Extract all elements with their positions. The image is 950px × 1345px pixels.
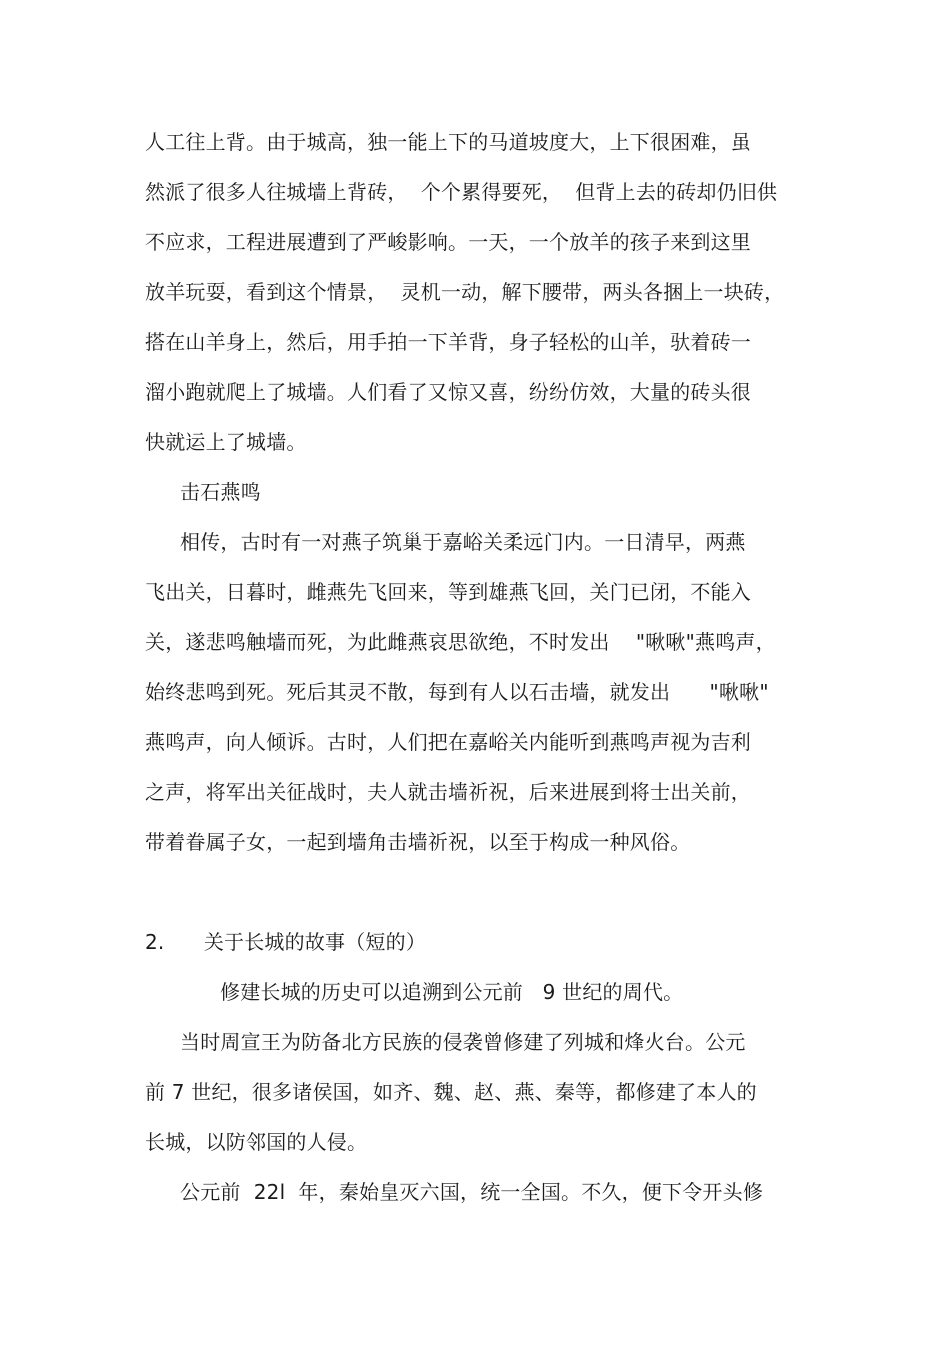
body-text-line: 当时周宣王为防备北方民族的侵袭曾修建了列城和烽火台。公元 <box>180 1030 746 1054</box>
body-text-line: 长城，以防邻国的人侵。 <box>145 1130 368 1154</box>
body-text-line: 快就运上了城墙。 <box>145 430 307 454</box>
body-text-line: 人工往上背。由于城高，独一能上下的马道坡度大，上下很困难，虽 <box>145 130 751 154</box>
body-text-line: 之声，将军出关征战时，夫人就击墙祈祝，后来进展到将士出关前， <box>145 780 751 804</box>
body-text-line: 修建长城的历史可以追溯到公元前 9 世纪的周代。 <box>220 980 684 1004</box>
body-text-line: 燕鸣声，向人倾诉。古时，人们把在嘉峪关内能听到燕鸣声视为吉利 <box>145 730 751 754</box>
section-heading: 击石燕鸣 <box>180 480 261 504</box>
body-text-line: 相传，古时有一对燕子筑巢于嘉峪关柔远门内。一日清早，两燕 <box>180 530 746 554</box>
numbered-heading: 2. 关于长城的故事（短的） <box>145 930 427 954</box>
body-text-line: 不应求，工程进展遭到了严峻影响。一天，一个放羊的孩子来到这里 <box>145 230 751 254</box>
body-text-line: 带着眷属子女，一起到墙角击墙祈祝，以至于构成一种风俗。 <box>145 830 691 854</box>
body-text-line: 搭在山羊身上，然后，用手拍一下羊背，身子轻松的山羊，驮着砖一 <box>145 330 751 354</box>
body-text-line: 放羊玩耍，看到这个情景， 灵机一动，解下腰带，两头各捆上一块砖， <box>145 280 785 304</box>
body-text-line: 公元前 22l 年，秦始皇灭六国，统一全国。不久，便下令开头修 <box>180 1180 764 1204</box>
body-text-line: 关，遂悲鸣触墙而死，为此雌燕哀思欲绝，不时发出 "啾啾"燕鸣声， <box>145 630 776 654</box>
body-text-line: 然派了很多人往城墙上背砖， 个个累得要死， 但背上去的砖却仍旧供 <box>145 180 778 204</box>
body-text-line: 溜小跑就爬上了城墙。人们看了又惊又喜，纷纷仿效，大量的砖头很 <box>145 380 751 404</box>
body-text-line: 前 7 世纪，很多诸侯国，如齐、魏、赵、燕、秦等，都修建了本人的 <box>145 1080 757 1104</box>
body-text-line: 始终悲鸣到死。死后其灵不散，每到有人以石击墙，就发出 "啾啾" <box>145 680 769 704</box>
body-text-line: 飞出关，日暮时，雌燕先飞回来，等到雄燕飞回，关门已闭，不能入 <box>145 580 751 604</box>
